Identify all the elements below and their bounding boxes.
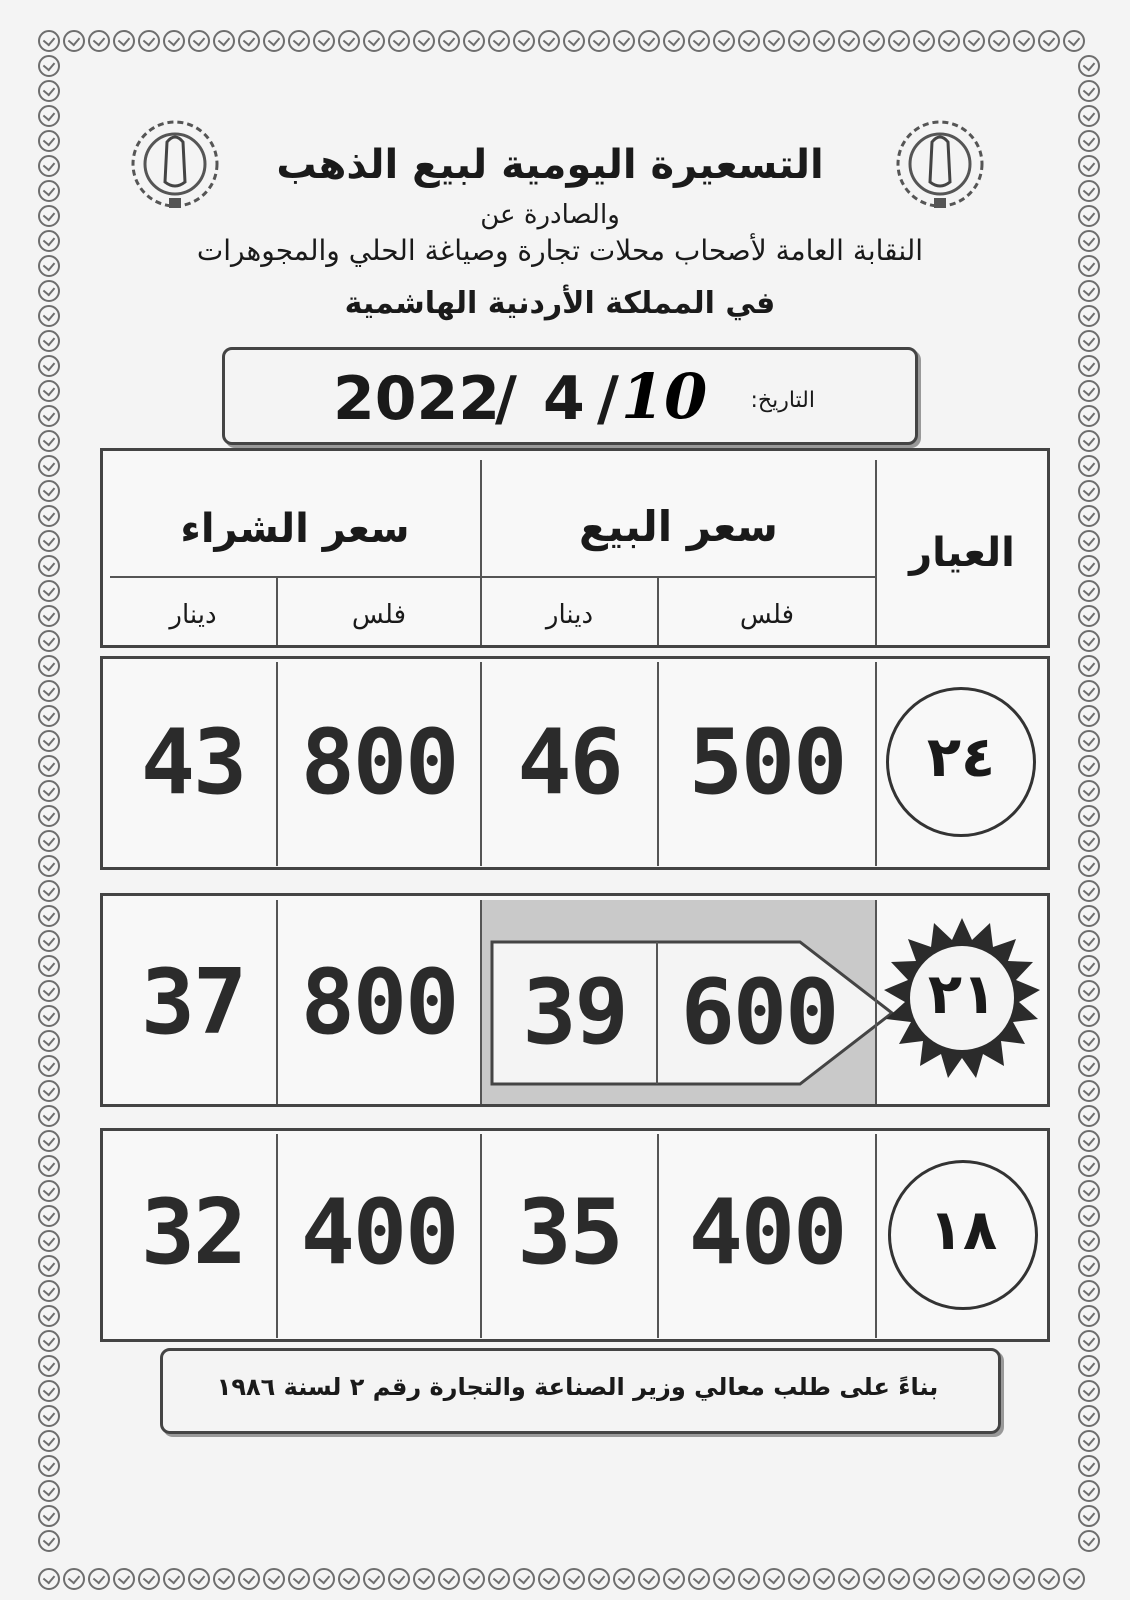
border-ring-icon	[38, 1005, 60, 1027]
border-ring-icon	[413, 1568, 435, 1590]
border-ring-icon	[38, 955, 60, 977]
border-ring-icon	[1078, 1405, 1100, 1427]
border-ring-icon	[38, 405, 60, 427]
border-ring-icon	[38, 1568, 60, 1590]
border-ring-icon	[513, 1568, 535, 1590]
border-ring-icon	[1078, 905, 1100, 927]
border-ring-icon	[38, 230, 60, 252]
border-ring-icon	[963, 1568, 985, 1590]
border-ring-icon	[713, 1568, 735, 1590]
buy-dinar-value: 32	[140, 1180, 246, 1285]
border-ring-icon	[38, 1330, 60, 1352]
border-ring-icon	[38, 105, 60, 127]
buy-dinar-value: 37	[140, 950, 246, 1055]
border-ring-icon	[838, 1568, 860, 1590]
border-ring-icon	[38, 780, 60, 802]
karat-value: ١٨	[928, 1198, 998, 1263]
date-day: 10	[621, 360, 708, 433]
border-ring-icon	[1078, 430, 1100, 452]
border-ring-icon	[1078, 930, 1100, 952]
sell-price-header: سعر البيع	[579, 502, 778, 551]
border-ring-icon	[738, 1568, 760, 1590]
border-ring-icon	[438, 1568, 460, 1590]
border-ring-icon	[38, 1380, 60, 1402]
border-ring-icon	[588, 1568, 610, 1590]
border-ring-icon	[738, 30, 760, 52]
border-ring-icon	[138, 30, 160, 52]
karat-value: ٢١	[927, 962, 997, 1027]
border-ring-icon	[1078, 330, 1100, 352]
border-ring-icon	[1078, 1230, 1100, 1252]
border-ring-icon	[663, 30, 685, 52]
border-ring-icon	[1078, 1005, 1100, 1027]
border-ring-icon	[388, 1568, 410, 1590]
border-ring-icon	[938, 30, 960, 52]
border-ring-icon	[38, 505, 60, 527]
sell-dinar-value: 35	[517, 1180, 622, 1285]
border-ring-icon	[38, 355, 60, 377]
border-ring-icon	[38, 1180, 60, 1202]
border-ring-icon	[1078, 605, 1100, 627]
border-ring-icon	[38, 455, 60, 477]
border-ring-icon	[163, 30, 185, 52]
border-ring-icon	[1078, 255, 1100, 277]
border-ring-icon	[238, 1568, 260, 1590]
date-separator: /	[597, 364, 619, 434]
border-ring-icon	[38, 305, 60, 327]
border-ring-icon	[263, 1568, 285, 1590]
border-ring-icon	[1013, 1568, 1035, 1590]
border-ring-icon	[563, 30, 585, 52]
border-ring-icon	[263, 30, 285, 52]
border-ring-icon	[188, 1568, 210, 1590]
border-ring-icon	[113, 30, 135, 52]
border-ring-icon	[38, 855, 60, 877]
border-ring-icon	[1078, 955, 1100, 977]
border-ring-icon	[1078, 480, 1100, 502]
border-ring-icon	[813, 1568, 835, 1590]
border-ring-icon	[788, 1568, 810, 1590]
border-ring-icon	[38, 1105, 60, 1127]
border-ring-icon	[538, 1568, 560, 1590]
buy-fils-value: 400	[300, 1180, 458, 1285]
date-month: 4	[543, 364, 585, 434]
sell-dinar-value: 46	[517, 710, 622, 815]
footer-text: بناءً على طلب معالي وزير الصناعة والتجارة رقم ٢ لسنة ١٩٨٦	[216, 1373, 939, 1401]
border-ring-icon	[1078, 1330, 1100, 1352]
border-ring-icon	[1078, 1030, 1100, 1052]
border-ring-icon	[213, 30, 235, 52]
border-ring-icon	[38, 555, 60, 577]
border-ring-icon	[1078, 1155, 1100, 1177]
border-ring-icon	[38, 55, 60, 77]
border-ring-icon	[1078, 855, 1100, 877]
border-ring-icon	[38, 1030, 60, 1052]
border-ring-icon	[1078, 155, 1100, 177]
border-ring-icon	[1078, 305, 1100, 327]
border-ring-icon	[38, 380, 60, 402]
border-ring-icon	[38, 805, 60, 827]
border-ring-icon	[938, 1568, 960, 1590]
border-ring-icon	[638, 30, 660, 52]
border-ring-icon	[1078, 980, 1100, 1002]
border-ring-icon	[888, 30, 910, 52]
border-ring-icon	[388, 30, 410, 52]
border-ring-icon	[613, 30, 635, 52]
border-ring-icon	[438, 30, 460, 52]
border-ring-icon	[688, 1568, 710, 1590]
border-ring-icon	[1078, 55, 1100, 77]
border-ring-icon	[338, 1568, 360, 1590]
border-ring-icon	[1078, 1055, 1100, 1077]
sell-fils-value: 400	[688, 1180, 846, 1285]
border-ring-icon	[363, 1568, 385, 1590]
border-ring-icon	[1078, 1530, 1100, 1552]
border-ring-icon	[863, 30, 885, 52]
border-ring-icon	[713, 30, 735, 52]
border-ring-icon	[38, 1355, 60, 1377]
border-ring-icon	[1078, 130, 1100, 152]
border-ring-icon	[38, 330, 60, 352]
border-ring-icon	[1078, 680, 1100, 702]
border-ring-icon	[113, 1568, 135, 1590]
border-ring-icon	[1078, 230, 1100, 252]
syndicate-logo-left	[125, 112, 225, 212]
border-ring-icon	[988, 1568, 1010, 1590]
border-ring-icon	[488, 30, 510, 52]
border-ring-icon	[1078, 530, 1100, 552]
border-ring-icon	[1078, 380, 1100, 402]
border-ring-icon	[38, 705, 60, 727]
border-ring-icon	[1078, 1380, 1100, 1402]
buy-dinar-value: 43	[140, 710, 246, 815]
border-ring-icon	[38, 1155, 60, 1177]
border-ring-icon	[363, 30, 385, 52]
border-ring-icon	[838, 30, 860, 52]
border-ring-icon	[1038, 1568, 1060, 1590]
border-ring-icon	[1078, 880, 1100, 902]
border-ring-icon	[188, 30, 210, 52]
border-ring-icon	[1013, 30, 1035, 52]
border-ring-icon	[888, 1568, 910, 1590]
karat-header: العيار	[909, 530, 1015, 576]
border-ring-icon	[38, 155, 60, 177]
border-ring-icon	[538, 30, 560, 52]
border-ring-icon	[1078, 1205, 1100, 1227]
border-ring-icon	[1078, 205, 1100, 227]
border-ring-icon	[38, 1530, 60, 1552]
border-ring-icon	[38, 30, 60, 52]
border-ring-icon	[288, 30, 310, 52]
buy-dinar-unit: دينار	[169, 600, 217, 630]
border-ring-icon	[638, 1568, 660, 1590]
border-ring-icon	[1078, 1305, 1100, 1327]
border-ring-icon	[38, 880, 60, 902]
page-title: التسعيرة اليومية لبيع الذهب	[276, 142, 824, 188]
border-ring-icon	[38, 905, 60, 927]
border-ring-icon	[1078, 1255, 1100, 1277]
border-ring-icon	[588, 30, 610, 52]
issued-by-text: والصادرة عن	[480, 200, 620, 230]
syndicate-logo-right	[890, 112, 990, 212]
date-box	[222, 347, 918, 445]
buy-fils-unit: فلس	[351, 600, 407, 630]
border-ring-icon	[413, 30, 435, 52]
border-ring-icon	[38, 255, 60, 277]
organization-name: النقابة العامة لأصحاب محلات تجارة وصياغة الحلي والمجوهرات	[196, 234, 924, 267]
border-ring-icon	[38, 630, 60, 652]
border-ring-icon	[1078, 1080, 1100, 1102]
border-ring-icon	[38, 730, 60, 752]
sell-fils-value: 500	[688, 710, 846, 815]
border-ring-icon	[38, 1505, 60, 1527]
border-ring-icon	[38, 530, 60, 552]
border-ring-icon	[38, 655, 60, 677]
sell-dinar-unit: دينار	[545, 600, 594, 630]
border-ring-icon	[563, 1568, 585, 1590]
border-ring-icon	[138, 1568, 160, 1590]
border-ring-icon	[38, 1205, 60, 1227]
border-ring-icon	[63, 1568, 85, 1590]
border-ring-icon	[1078, 630, 1100, 652]
border-ring-icon	[88, 1568, 110, 1590]
border-ring-icon	[1078, 780, 1100, 802]
border-ring-icon	[813, 30, 835, 52]
border-ring-icon	[38, 1455, 60, 1477]
border-ring-icon	[1078, 805, 1100, 827]
border-ring-icon	[38, 1080, 60, 1102]
border-ring-icon	[38, 605, 60, 627]
border-ring-icon	[38, 1255, 60, 1277]
border-ring-icon	[1063, 30, 1085, 52]
border-ring-icon	[613, 1568, 635, 1590]
border-ring-icon	[688, 30, 710, 52]
border-ring-icon	[1078, 505, 1100, 527]
border-ring-icon	[1078, 180, 1100, 202]
border-ring-icon	[463, 30, 485, 52]
border-ring-icon	[1078, 355, 1100, 377]
buy-fils-value: 800	[300, 710, 458, 815]
border-ring-icon	[313, 30, 335, 52]
border-ring-icon	[1078, 1480, 1100, 1502]
border-ring-icon	[88, 30, 110, 52]
border-ring-icon	[1078, 1455, 1100, 1477]
border-ring-icon	[238, 30, 260, 52]
karat-value: ٢٤	[926, 725, 996, 790]
border-ring-icon	[288, 1568, 310, 1590]
date-label: التاريخ:	[750, 388, 815, 413]
border-ring-icon	[1078, 730, 1100, 752]
border-ring-icon	[1078, 705, 1100, 727]
border-ring-icon	[38, 1130, 60, 1152]
border-ring-icon	[1078, 655, 1100, 677]
border-ring-icon	[663, 1568, 685, 1590]
sell-fils-value: 600	[680, 960, 838, 1065]
border-ring-icon	[313, 1568, 335, 1590]
border-ring-icon	[763, 1568, 785, 1590]
border-ring-icon	[1078, 555, 1100, 577]
border-ring-icon	[913, 1568, 935, 1590]
border-ring-icon	[163, 1568, 185, 1590]
border-ring-icon	[38, 755, 60, 777]
border-ring-icon	[963, 30, 985, 52]
date-year: 2022	[333, 364, 500, 434]
border-ring-icon	[63, 30, 85, 52]
border-ring-icon	[1078, 1180, 1100, 1202]
border-ring-icon	[38, 480, 60, 502]
country-name: في المملكة الأردنية الهاشمية	[344, 286, 776, 321]
border-ring-icon	[38, 1430, 60, 1452]
border-ring-icon	[913, 30, 935, 52]
border-ring-icon	[38, 680, 60, 702]
border-ring-icon	[38, 80, 60, 102]
border-ring-icon	[488, 1568, 510, 1590]
border-ring-icon	[1078, 755, 1100, 777]
border-ring-icon	[1078, 1505, 1100, 1527]
border-ring-icon	[38, 205, 60, 227]
border-ring-icon	[38, 980, 60, 1002]
border-ring-icon	[38, 1230, 60, 1252]
border-ring-icon	[38, 280, 60, 302]
buy-price-header: سعر الشراء	[180, 506, 410, 552]
border-ring-icon	[38, 1480, 60, 1502]
border-ring-icon	[1078, 1105, 1100, 1127]
border-ring-icon	[513, 30, 535, 52]
border-ring-icon	[1078, 1355, 1100, 1377]
border-ring-icon	[38, 1280, 60, 1302]
border-ring-icon	[1038, 30, 1060, 52]
border-ring-icon	[1078, 830, 1100, 852]
border-ring-icon	[1063, 1568, 1085, 1590]
border-ring-icon	[1078, 80, 1100, 102]
sell-fils-unit: فلس	[739, 600, 795, 630]
border-ring-icon	[1078, 105, 1100, 127]
border-ring-icon	[38, 830, 60, 852]
border-ring-icon	[38, 1305, 60, 1327]
border-ring-icon	[763, 30, 785, 52]
border-ring-icon	[1078, 580, 1100, 602]
border-ring-icon	[1078, 1280, 1100, 1302]
border-ring-icon	[988, 30, 1010, 52]
border-ring-icon	[1078, 1130, 1100, 1152]
sell-dinar-value: 39	[522, 960, 627, 1065]
border-ring-icon	[38, 430, 60, 452]
border-ring-icon	[38, 930, 60, 952]
buy-fils-value: 800	[300, 950, 458, 1055]
border-ring-icon	[38, 180, 60, 202]
border-ring-icon	[1078, 405, 1100, 427]
border-ring-icon	[1078, 1430, 1100, 1452]
border-ring-icon	[38, 130, 60, 152]
border-ring-icon	[38, 580, 60, 602]
border-ring-icon	[463, 1568, 485, 1590]
border-ring-icon	[788, 30, 810, 52]
border-ring-icon	[213, 1568, 235, 1590]
border-ring-icon	[863, 1568, 885, 1590]
border-ring-icon	[1078, 455, 1100, 477]
border-ring-icon	[1078, 280, 1100, 302]
border-ring-icon	[38, 1055, 60, 1077]
date-separator: /	[495, 364, 517, 434]
border-ring-icon	[38, 1405, 60, 1427]
border-ring-icon	[338, 30, 360, 52]
